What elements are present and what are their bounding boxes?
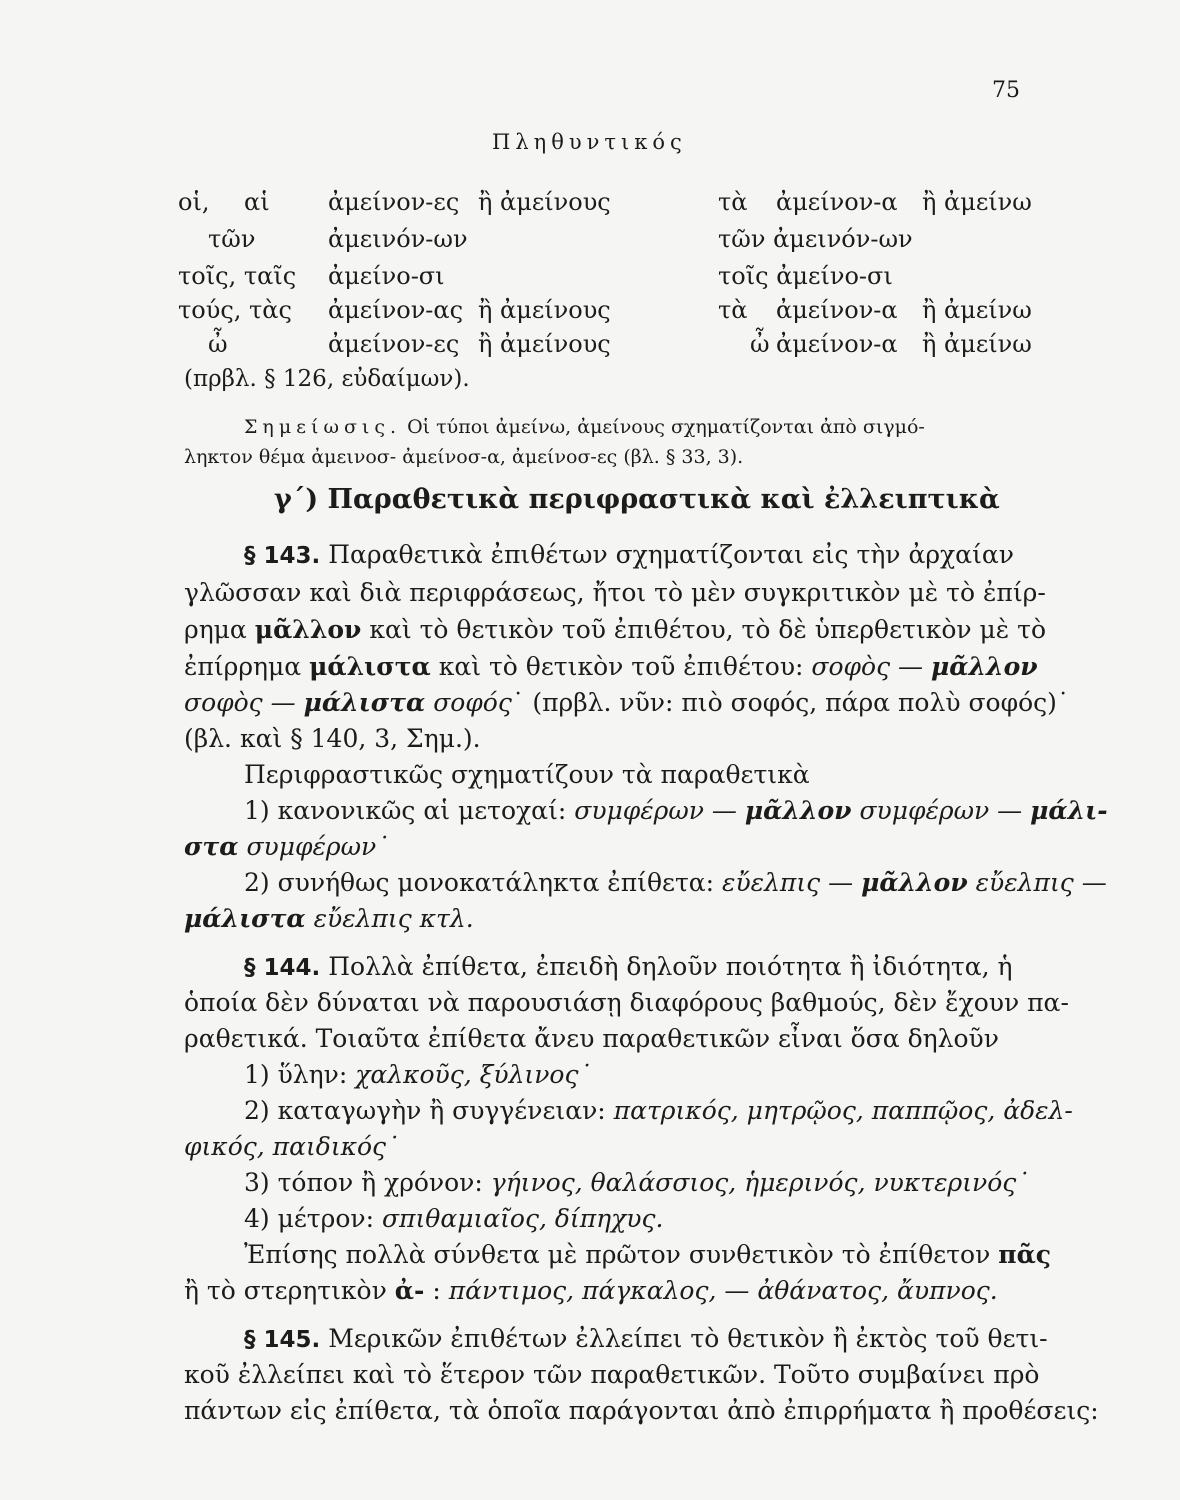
bold-term: πᾶς — [998, 1240, 1052, 1269]
section-number: § 144. — [244, 955, 321, 981]
table-cell: ἀμείνο-σι — [328, 262, 445, 290]
note-label: Σημείωσις. — [244, 416, 402, 438]
table-cell: ἀμείνον-ες — [328, 330, 460, 358]
paragraph-144-line-3: ραθετικά. Τοιαῦτα ἐπίθετα ἄνευ παραθετικῶν εἶναι ὅσα δηλοῦν — [184, 1024, 999, 1053]
table-cell: τῶν ἀμεινόν-ων — [718, 225, 913, 253]
section-number: § 143. — [244, 543, 321, 569]
list-item — [244, 1096, 1073, 1125]
note-line-1 — [244, 416, 925, 438]
text: ˙ (πρβλ. νῦν: πιὸ σοφός, πάρα πολὺ σοφός)˙ — [511, 688, 1070, 717]
text: 4) μέτρον: — [244, 1204, 375, 1233]
bold-italic-term: μᾶλλον — [861, 868, 968, 897]
paragraph-text: Παραθετικὰ ἐπιθέτων σχηματίζονται εἰς τὴν ἀρχαίαν — [328, 540, 1014, 569]
paragraph-143-line-3 — [184, 615, 1046, 644]
table-cell: ἢ ἀμείνους — [478, 330, 611, 358]
bold-italic-term: μάλιστα — [303, 688, 426, 717]
paragraph-143-line-4 — [184, 652, 1038, 681]
text: 2) καταγωγὴν ἢ συγγένειαν: — [244, 1096, 606, 1125]
table-cell: τῶν — [208, 225, 256, 253]
compare-reference: (πρβλ. § 126, εὐδαίμων). — [184, 366, 470, 392]
italic-term: συμφέρων — — [574, 796, 737, 825]
italic-term: πάντιμος, πάγκαλος, — ἀθάνατος, ἄυπνος. — [448, 1276, 998, 1305]
section-number: § 145. — [244, 1327, 321, 1353]
paragraph-143-line-2: γλῶσσαν καὶ διὰ περιφράσεως, ἤτοι τὸ μὲν συγκριτικὸν μὲ τὸ ἐπίρ- — [184, 578, 1046, 607]
table-cell: οἱ, — [178, 188, 210, 216]
paragraph-143-line-1 — [244, 540, 1014, 569]
note-line-2: ληκτον θέμα ἀμεινοσ- ἀμείνοσ-α, ἀμείνοσ-ες (βλ. § 33, 3). — [184, 446, 744, 468]
paragraph-144-line-5 — [184, 1276, 998, 1305]
table-cell: ἀμείνον-ας — [328, 296, 464, 324]
table-cell: τὰ — [718, 296, 748, 324]
table-cell: ἀμεινόν-ων — [328, 225, 468, 253]
table-cell: ἢ ἀμείνους — [478, 188, 611, 216]
table-cell: τοῖς ἀμείνο-σι — [718, 262, 893, 290]
periphrastic-item-2-cont — [184, 904, 474, 933]
text: 1) ὕλην: — [244, 1060, 348, 1089]
text: 3) τόπον ἢ χρόνον: — [244, 1168, 483, 1197]
italic-term: εὔελπις κτλ. — [313, 904, 474, 933]
paragraph-143-line-5 — [184, 688, 1069, 717]
list-item — [244, 1060, 591, 1089]
italic-term: χαλκοῦς, ξύλινος˙ — [355, 1060, 591, 1089]
italic-term: συμφέρων˙ — [246, 832, 389, 861]
table-cell: ἀμείνον-ες — [328, 188, 460, 216]
italic-term: σπιθαμιαῖος, δίπηχυς. — [381, 1204, 664, 1233]
list-item — [244, 1168, 1029, 1197]
paragraph-text: Μερικῶν ἐπιθέτων ἐλλείπει τὸ θετικὸν ἢ ἐκτὸς τοῦ θετι- — [328, 1324, 1048, 1353]
table-cell: ἢ ἀμείνω — [922, 188, 1032, 216]
italic-term: σοφὸς — — [184, 688, 296, 717]
bold-term: ἀ- — [394, 1276, 425, 1305]
italic-term: συμφέρων — — [859, 796, 1023, 825]
text: 2) συνήθως μονοκατάληκτα ἐπίθετα: — [244, 868, 715, 897]
italic-term: σοφὸς — — [811, 652, 924, 681]
table-cell: ἢ ἀμείνους — [478, 296, 611, 324]
periphrastic-intro: Περιφραστικῶς σχηματίζουν τὰ παραθετικὰ — [244, 760, 810, 789]
bold-italic-term: μάλιστα — [184, 904, 306, 933]
italic-term: εὔελπις — — [975, 868, 1107, 897]
section-title: γ´) Παραθετικὰ περιφραστικὰ καὶ ἐλλειπτικὰ — [274, 484, 1000, 515]
text: ρημα — [184, 615, 247, 644]
bold-term: μάλιστα — [309, 652, 431, 681]
page-number: 75 — [992, 78, 1020, 103]
text: : — [432, 1276, 441, 1305]
paragraph-144-line-2: ὁποία δὲν δύναται νὰ παρουσιάσῃ διαφόρους βαθμούς, δὲν ἔχουν πα- — [184, 988, 1069, 1017]
text: καὶ τὸ θετικὸν τοῦ ἐπιθέτου: — [438, 652, 804, 681]
bold-italic-term: μάλι- — [1030, 796, 1108, 825]
periphrastic-item-1-cont — [184, 832, 389, 861]
italic-term: σοφός — [433, 688, 512, 717]
text: ἐπίρρημα — [184, 652, 302, 681]
text: ἢ τὸ στερητικὸν — [184, 1276, 387, 1305]
bold-italic-term: μᾶλλον — [930, 652, 1038, 681]
table-cell: ἀμείνον-α — [776, 330, 898, 358]
paragraph-143-line-6: (βλ. καὶ § 140, 3, Σημ.). — [184, 724, 481, 753]
table-cell: τὰ — [718, 188, 748, 216]
table-cell: αἱ — [244, 188, 270, 216]
paragraph-144-line-1 — [244, 952, 1013, 981]
table-cell: τοῖς, ταῖς — [178, 262, 297, 290]
table-cell: ἢ ἀμείνω — [922, 296, 1032, 324]
table-cell: ἀμείνον-α — [776, 188, 898, 216]
italic-term: πατρικός, μητρῷος, παππῷος, ἀδελ- — [613, 1096, 1073, 1125]
table-cell: ἀμείνον-α — [776, 296, 898, 324]
table-cell: τούς, τὰς — [178, 296, 292, 324]
paragraph-145-line-2: κοῦ ἐλλείπει καὶ τὸ ἕτερον τῶν παραθετικῶν. Τοῦτο συμβαίνει πρὸ — [184, 1360, 1040, 1389]
bold-italic-term: στα — [184, 832, 239, 861]
paragraph-145-line-1 — [244, 1324, 1048, 1353]
periphrastic-item-2 — [244, 868, 1107, 897]
bold-italic-term: μᾶλλον — [744, 796, 852, 825]
italic-term: γήινος, θαλάσσιος, ἡμερινός, νυκτερινός˙ — [490, 1168, 1029, 1197]
note-text: Οἱ τύποι ἀμείνω, ἀμείνους σχηματίζονται ἀπὸ σιγμό- — [407, 416, 925, 438]
list-item — [244, 1204, 663, 1233]
italic-term: εὔελπις — — [722, 868, 854, 897]
table-cell: ὦ — [208, 330, 228, 358]
table-cell: ἢ ἀμείνω — [922, 330, 1032, 358]
paragraph-text: Πολλὰ ἐπίθετα, ἐπειδὴ δηλοῦν ποιότητα ἢ ἰδιότητα, ἡ — [328, 952, 1013, 981]
paragraph-145-line-3: πάντων εἰς ἐπίθετα, τὰ ὁποῖα παράγονται ἀπὸ ἐπιρρήματα ἢ προθέσεις: — [184, 1396, 1099, 1425]
text: Ἐπίσης πολλὰ σύνθετα μὲ πρῶτον συνθετικὸν τὸ ἐπίθετον — [244, 1240, 991, 1269]
bold-term: μᾶλλον — [254, 615, 362, 644]
plural-heading: Πληθυντικός — [492, 130, 687, 154]
text: 1) κανονικῶς αἱ μετοχαί: — [244, 796, 567, 825]
table-cell: ὦ — [750, 330, 770, 358]
periphrastic-item-1 — [244, 796, 1108, 825]
text: καὶ τὸ θετικὸν τοῦ ἐπιθέτου, τὸ δὲ ὑπερθετικὸν μὲ τὸ — [369, 615, 1047, 644]
paragraph-144-line-4 — [244, 1240, 1051, 1269]
list-item-cont: φικός, παιδικός˙ — [184, 1132, 399, 1161]
